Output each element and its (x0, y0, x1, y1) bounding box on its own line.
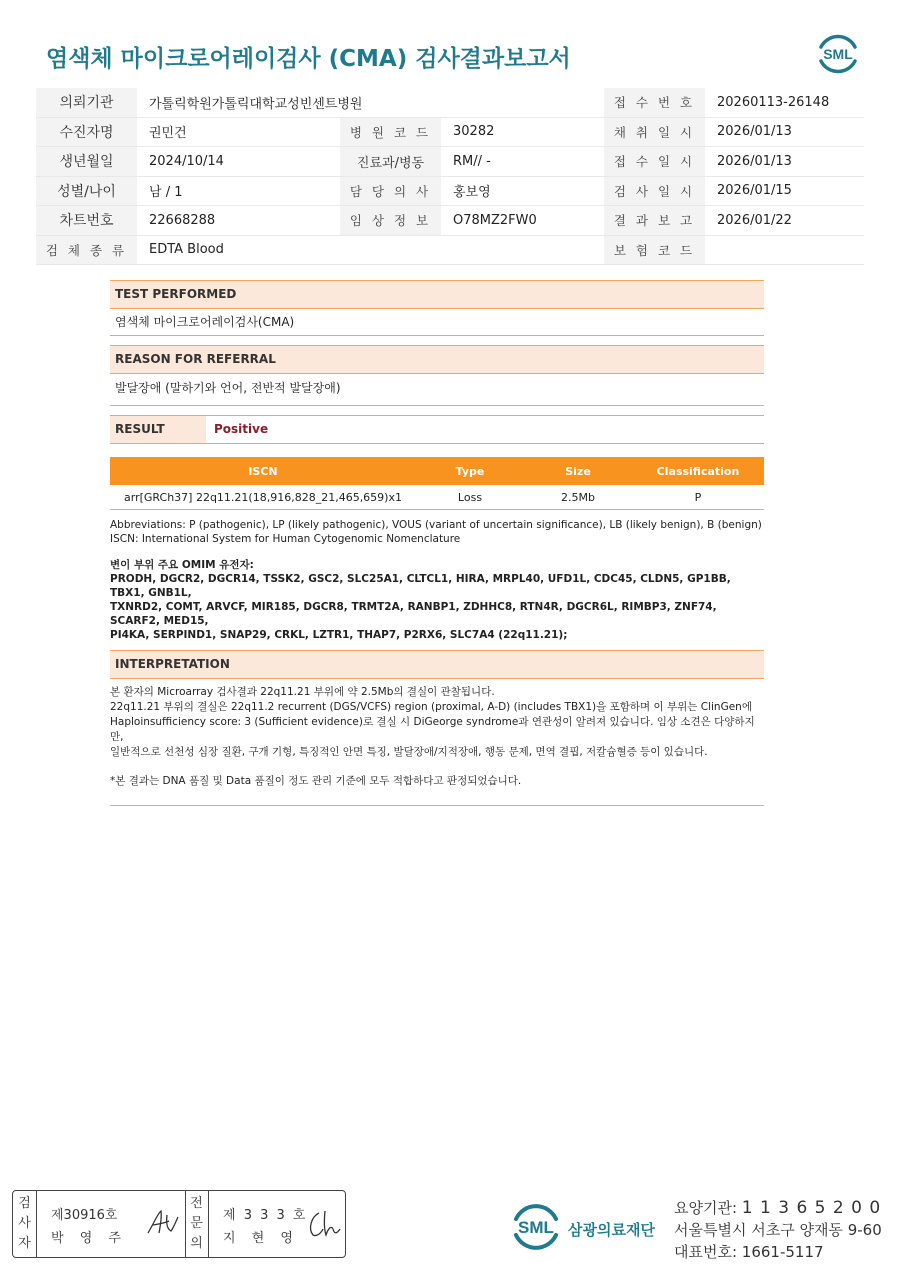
size-value: 2.5Mb (524, 485, 632, 510)
label-receipt-number: 접 수 번 호 (604, 88, 705, 117)
report-title: 염색체 마이크로어레이검사 (CMA) 검사결과보고서 (46, 46, 571, 72)
label-insurance-code: 보 험 코 드 (604, 235, 705, 265)
value-physician: 홍보영 (441, 176, 604, 206)
label-physician: 담 당 의 사 (340, 176, 441, 206)
value-patient-name: 권민건 (137, 117, 340, 147)
examiner-label-char: 사 (18, 1216, 31, 1231)
table-row (110, 485, 764, 510)
foundation-logo-text: SML (518, 1218, 554, 1237)
address-line: 서울특별시 서초구 양재동 9-60 (674, 1221, 882, 1239)
interpretation-line: 22q11.21 부위의 결실은 22q11.2 recurrent (DGS/VCFS) region (proximal, A-D) (includes TBX1)을 포함하며 이 부위는 ClinGen에 (110, 701, 752, 713)
info-row (36, 235, 864, 265)
info-row (36, 176, 864, 206)
institution-code-line (674, 1197, 882, 1219)
label-clinical-info: 임 상 정 보 (340, 206, 441, 236)
phone-value: 1661-5117 (741, 1243, 824, 1261)
specialist-name: 지 현 영 (223, 1231, 299, 1246)
institution-code-value: 1 1 3 6 5 2 0 0 (741, 1198, 882, 1218)
value-report-date: 2026/01/22 (705, 206, 864, 236)
gene-list-line: TXNRD2, COMT, ARVCF, MIR185, DGCR8, TRMT2A, RANBP1, ZDHHC8, RTN4R, DGCR6L, RIMBP3, ZNF74, SCARF2, MED15, (110, 601, 717, 627)
value-chart-number: 22668288 (137, 206, 340, 236)
type-col-header: Type (416, 457, 524, 485)
size-col-header: Size (524, 457, 632, 485)
examiner-signature (145, 1205, 181, 1239)
value-insurance-code (705, 235, 864, 265)
interpretation-heading: INTERPRETATION (110, 650, 764, 679)
phone-line (674, 1241, 882, 1263)
label-receipt-date: 접 수 일 시 (604, 147, 705, 177)
report-body (110, 280, 764, 806)
label-patient-name: 수진자명 (36, 117, 137, 147)
value-requesting-institution: 가톨릭학원가톨릭대학교성빈센트병원 (137, 88, 604, 117)
label-chart-number: 차트번호 (36, 206, 137, 236)
label-test-date: 검 사 일 시 (604, 176, 705, 206)
classification-col-header: Classification (632, 457, 764, 485)
iscn-header-row (110, 457, 764, 485)
test-performed-value: 염색체 마이크로어레이검사(CMA) (110, 309, 764, 336)
result-heading: RESULT (110, 416, 206, 443)
specialist-number: 제 3 3 3 호 (223, 1208, 308, 1223)
reason-heading: REASON FOR REFERRAL (110, 345, 764, 374)
examiner-label (13, 1191, 37, 1257)
specialist-label (185, 1191, 209, 1257)
label-department: 진료과/병동 (340, 147, 441, 177)
abbreviations (110, 518, 764, 546)
specialist-cell (209, 1191, 345, 1257)
foundation-info (674, 1197, 882, 1263)
signature-box (12, 1190, 346, 1258)
specialist-signature (305, 1207, 343, 1241)
examiner-number: 제30916호 (51, 1208, 118, 1223)
iscn-col-header: ISCN (110, 457, 416, 485)
label-hospital-code: 병 원 코 드 (340, 117, 441, 147)
value-hospital-code: 30282 (441, 117, 604, 147)
quality-note: *본 결과는 DNA 품질 및 Data 품질이 정도 관리 기준에 모두 적합하다고 판정되었습니다. (110, 775, 522, 787)
value-collection-date: 2026/01/13 (705, 117, 864, 147)
examiner-label-char: 검 (18, 1196, 31, 1211)
iscn-table (110, 457, 764, 510)
value-department: RM// - (441, 147, 604, 177)
abbreviations-line: Abbreviations: P (pathogenic), LP (likely pathogenic), VOUS (variant of uncertain significance), LB (likely benign), B (benign) (110, 519, 762, 531)
label-sex-age: 성별/나이 (36, 176, 137, 206)
result-value: Positive (214, 422, 269, 436)
info-row (36, 147, 864, 177)
examiner-name: 박 영 주 (51, 1231, 127, 1246)
foundation-logo (510, 1200, 562, 1252)
gene-list-line: PI4KA, SERPIND1, SNAP29, CRKL, LZTR1, THAP7, P2RX6, SLC7A4 (22q11.21); (110, 629, 568, 641)
iscn-value: arr[GRCh37] 22q11.21(18,916,828_21,465,659)x1 (110, 485, 416, 510)
foundation-name: 삼광의료재단 (568, 1221, 655, 1239)
label-birth-date: 생년월일 (36, 147, 137, 177)
gene-list (110, 572, 764, 642)
sml-logo (815, 30, 861, 76)
test-performed-heading: TEST PERFORMED (110, 280, 764, 309)
result-row (110, 415, 764, 444)
sml-logo-text: SML (823, 46, 853, 62)
classification-value: P (632, 485, 764, 510)
value-specimen-type: EDTA Blood (137, 235, 604, 265)
examiner-label-char: 자 (18, 1236, 31, 1251)
interpretation-line: 본 환자의 Microarray 검사결과 22q11.21 부위에 약 2.5Mb의 결실이 관찰됩니다. (110, 686, 495, 698)
interpretation-line: Haploinsufficiency score: 3 (Sufficient evidence)로 결실 시 DiGeorge syndrome과 연관성이 알려져 있습니다. 임상 소견은 다양하지만, (110, 716, 755, 743)
value-sex-age: 남 / 1 (137, 176, 340, 206)
reason-value: 발달장애 (말하기와 언어, 전반적 발달장애) (110, 374, 764, 406)
value-receipt-date: 2026/01/13 (705, 147, 864, 177)
specialist-label-char: 문 (190, 1216, 203, 1231)
gene-list-line: PRODH, DGCR2, DGCR14, TSSK2, GSC2, SLC25A1, CLTCL1, HIRA, MRPL40, UFD1L, CDC45, CLDN5, GP1BB, TBX1, GNB1L, (110, 573, 731, 599)
info-row (36, 206, 864, 236)
specialist-label-char: 전 (190, 1196, 203, 1211)
label-specimen-type: 검 체 종 류 (36, 235, 137, 265)
interpretation-text (110, 679, 764, 806)
value-clinical-info: O78MZ2FW0 (441, 206, 604, 236)
value-test-date: 2026/01/15 (705, 176, 864, 206)
phone-label: 대표번호: (674, 1243, 738, 1261)
specialist-label-char: 의 (190, 1236, 203, 1251)
iscn-definition-line: ISCN: International System for Human Cytogenomic Nomenclature (110, 533, 461, 545)
label-collection-date: 채 취 일 시 (604, 117, 705, 147)
examiner-cell (37, 1191, 186, 1257)
value-birth-date: 2024/10/14 (137, 147, 340, 177)
label-requesting-institution: 의뢰기관 (36, 88, 137, 117)
info-row (36, 117, 864, 147)
institution-code-label: 요양기관: (674, 1199, 738, 1217)
label-report-date: 결 과 보 고 (604, 206, 705, 236)
info-row (36, 88, 864, 117)
interpretation-line: 일반적으로 선천성 심장 질환, 구개 기형, 특징적인 안면 특징, 발달장애/지적장애, 행동 문제, 면역 결핍, 저칼슘혈증 등이 있습니다. (110, 746, 708, 758)
genes-heading: 변이 부위 주요 OMIM 유전자: (110, 559, 254, 571)
patient-info-table (36, 88, 864, 265)
type-value: Loss (416, 485, 524, 510)
value-receipt-number: 20260113-26148 (705, 88, 864, 117)
